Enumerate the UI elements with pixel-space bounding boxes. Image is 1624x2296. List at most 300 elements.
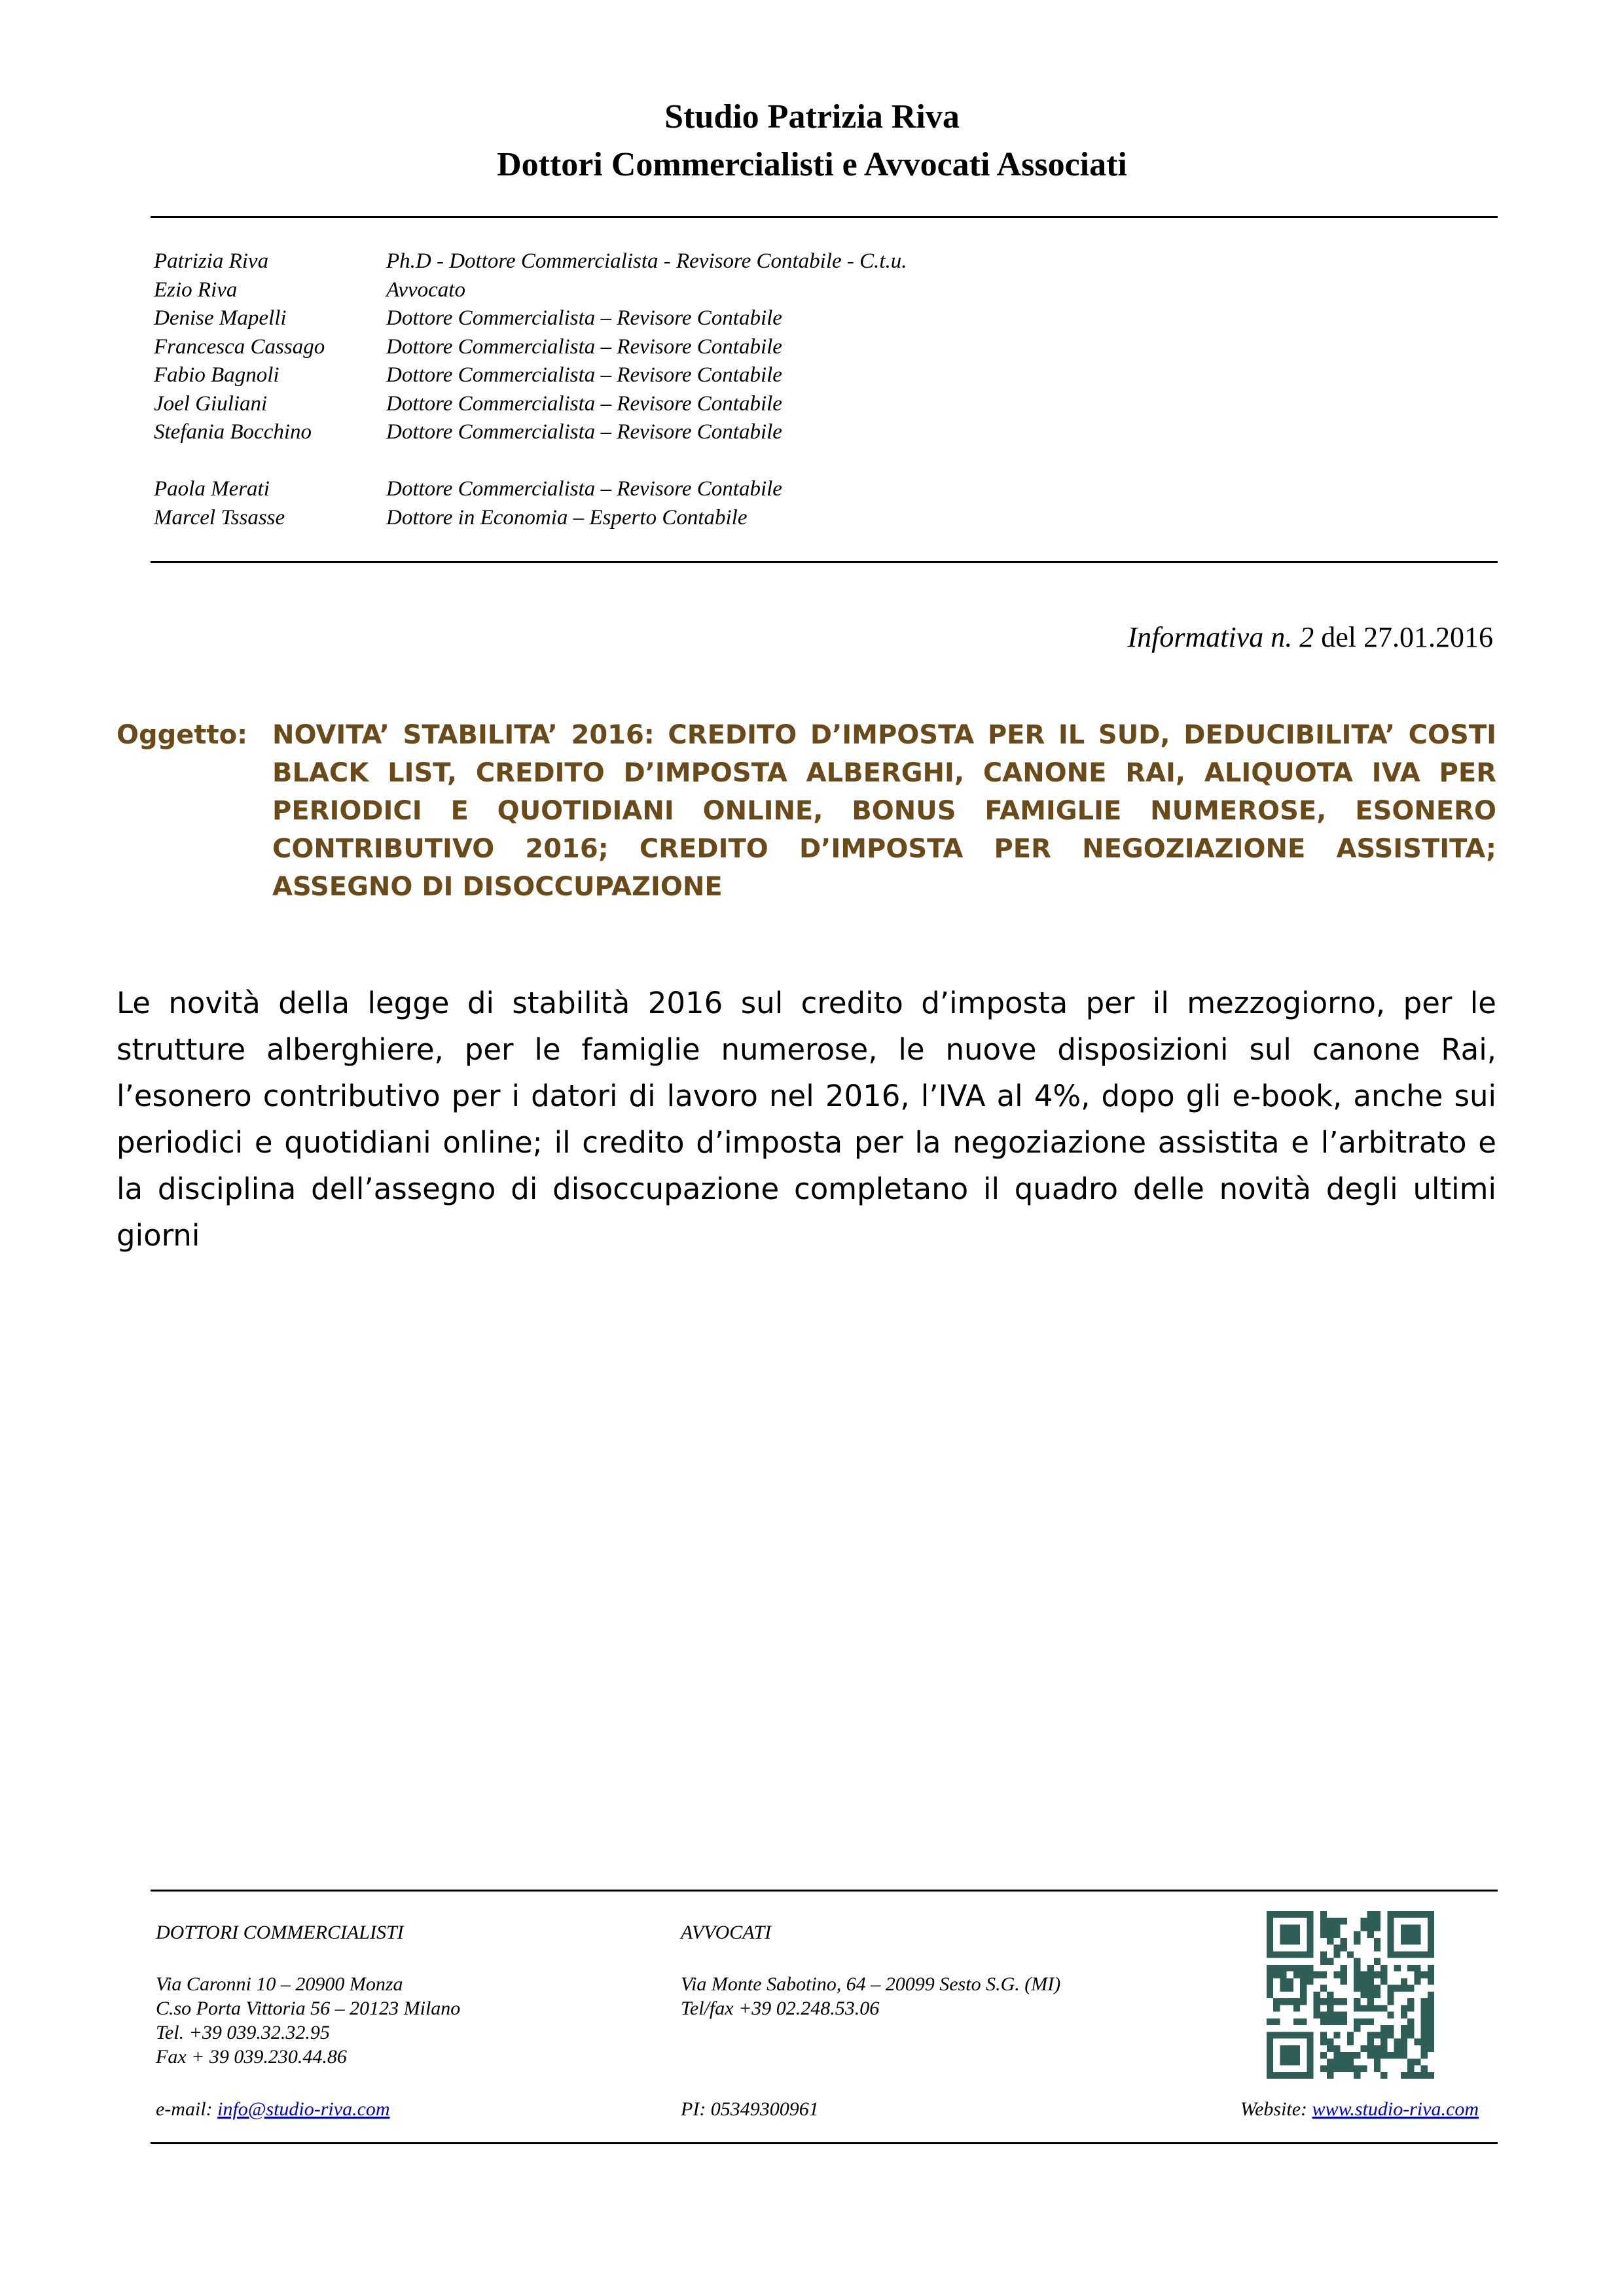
- qr-module: [1414, 2039, 1420, 2045]
- staff-divider: [151, 561, 1498, 563]
- qr-module: [1280, 1985, 1286, 1992]
- qr-module: [1280, 1971, 1286, 1978]
- qr-module: [1307, 1924, 1313, 1931]
- qr-module: [1300, 2032, 1307, 2038]
- qr-module: [1333, 2032, 1340, 2038]
- qr-module: [1428, 1998, 1434, 2005]
- qr-module: [1341, 2018, 1347, 2025]
- qr-module: [1307, 1931, 1313, 1938]
- footer-address-line: Via Monte Sabotino, 64 – 20099 Sesto S.G. (MI): [681, 1973, 1061, 1995]
- qr-module: [1421, 2005, 1428, 2011]
- qr-module: [1414, 1965, 1420, 1971]
- qr-module: [1307, 2058, 1313, 2065]
- qr-module: [1280, 1931, 1286, 1938]
- qr-module: [1307, 1918, 1313, 1924]
- staff-role: Dottore in Economia – Esperto Contabile: [386, 505, 748, 529]
- subject-label: Oggetto:: [117, 720, 248, 750]
- qr-module: [1267, 2032, 1273, 2038]
- qr-module: [1374, 2058, 1380, 2065]
- body-paragraph: Le novità della legge di stabilità 2016 sul credito d’imposta per il mezzogiorno, per le strutture alberghiere, per le famiglie numerose, le nuove disposizioni sul canone Rai, l’esonero contributivo per i datori di lavoro nel 2016, l’IVA al 4%, dopo gli e-book, anche sui periodici e quotidiani online; il credito d’imposta per la negoziazione assistita e l’arbitrato e la disciplina dell’assegno di disoccupazione completano il quadro delle novità degli ultimi giorni: [117, 986, 1496, 1253]
- qr-module: [1367, 1924, 1374, 1931]
- qr-module: [1407, 1938, 1414, 1945]
- qr-module: [1354, 1958, 1360, 1965]
- qr-module: [1374, 1911, 1380, 1918]
- qr-module: [1407, 2018, 1414, 2025]
- qr-module: [1287, 2045, 1293, 2052]
- qr-module: [1300, 1965, 1307, 1971]
- qr-module: [1300, 1978, 1307, 1984]
- qr-module: [1360, 1924, 1367, 1931]
- qr-module: [1273, 1971, 1280, 1978]
- footer-avvocati-title: AVVOCATI: [681, 1922, 772, 1943]
- qr-module: [1293, 2032, 1300, 2038]
- qr-module: [1300, 1992, 1307, 1998]
- qr-module: [1380, 2032, 1387, 2038]
- qr-module: [1367, 2039, 1374, 2045]
- qr-module: [1314, 1998, 1320, 2005]
- qr-module: [1374, 1938, 1380, 1945]
- qr-module: [1267, 1945, 1273, 1951]
- staff-name: Patrizia Riva: [154, 249, 269, 273]
- staff-name: Joel Giuliani: [154, 391, 268, 416]
- qr-module: [1367, 2045, 1374, 2052]
- qr-module: [1287, 1924, 1293, 1931]
- qr-module: [1320, 2066, 1327, 2072]
- qr-module: [1333, 1924, 1340, 1931]
- staff-row: [154, 418, 907, 447]
- qr-module: [1333, 2045, 1340, 2052]
- qr-module: [1341, 1965, 1347, 1971]
- qr-module: [1293, 1951, 1300, 1958]
- footer-email-link[interactable]: info@studio-riva.com: [217, 2098, 390, 2120]
- qr-module: [1300, 1985, 1307, 1992]
- qr-module: [1267, 1985, 1273, 1992]
- qr-module: [1293, 2052, 1300, 2058]
- qr-module: [1287, 2052, 1293, 2058]
- qr-module: [1360, 2018, 1367, 2025]
- qr-module: [1300, 1911, 1307, 1918]
- footer-avvocati-address: [681, 1972, 1060, 2020]
- qr-module: [1414, 1978, 1420, 1984]
- qr-module: [1280, 1965, 1286, 1971]
- qr-module: [1287, 1951, 1293, 1958]
- qr-module: [1374, 1985, 1380, 1992]
- qr-module: [1421, 1911, 1428, 1918]
- staff-row: [154, 333, 907, 362]
- qr-module: [1428, 1931, 1434, 1938]
- footer-commercialisti-address: [156, 1972, 460, 2069]
- qr-module: [1354, 2018, 1360, 2025]
- qr-module: [1374, 1945, 1380, 1951]
- qr-module: [1333, 1918, 1340, 1924]
- qr-module: [1367, 2018, 1374, 2025]
- qr-module: [1374, 1992, 1380, 1998]
- qr-module: [1341, 2066, 1347, 2072]
- qr-module: [1360, 2045, 1367, 2052]
- qr-module: [1347, 2058, 1354, 2065]
- staff-row: [154, 504, 907, 533]
- qr-module: [1367, 1931, 1374, 1938]
- qr-module: [1327, 2039, 1333, 2045]
- qr-module: [1327, 2072, 1333, 2079]
- qr-module: [1387, 2052, 1394, 2058]
- qr-module: [1421, 1971, 1428, 1978]
- qr-module: [1374, 2066, 1380, 2072]
- qr-module: [1347, 2052, 1354, 2058]
- qr-module: [1347, 2032, 1354, 2038]
- qr-module: [1293, 1911, 1300, 1918]
- qr-module: [1320, 1951, 1327, 1958]
- qr-module: [1367, 2032, 1374, 2038]
- qr-module: [1327, 2018, 1333, 2025]
- qr-module: [1401, 1951, 1407, 1958]
- qr-module: [1374, 1918, 1380, 1924]
- qr-module: [1287, 1938, 1293, 1945]
- qr-module: [1360, 2066, 1367, 2072]
- footer-website-line: [1240, 2097, 1479, 2121]
- qr-module: [1360, 1985, 1367, 1992]
- qr-module: [1380, 2052, 1387, 2058]
- qr-module: [1307, 2032, 1313, 2038]
- qr-module: [1407, 1931, 1414, 1938]
- qr-module: [1293, 1965, 1300, 1971]
- qr-module: [1327, 2066, 1333, 2072]
- qr-module: [1300, 1998, 1307, 2005]
- qr-module: [1421, 2012, 1428, 2018]
- qr-module: [1293, 2058, 1300, 2065]
- qr-module: [1347, 2039, 1354, 2045]
- qr-module: [1267, 1918, 1273, 1924]
- qr-module: [1333, 1945, 1340, 1951]
- staff-row: [154, 390, 907, 419]
- qr-module: [1394, 1985, 1401, 1992]
- qr-module: [1307, 2066, 1313, 2072]
- qr-module: [1333, 1971, 1340, 1978]
- qr-module: [1293, 1998, 1300, 2005]
- informativa-date: del 27.01.2016: [1321, 621, 1493, 653]
- qr-module: [1333, 2066, 1340, 2072]
- qr-module: [1267, 2058, 1273, 2065]
- qr-module: [1360, 1978, 1367, 1984]
- qr-module: [1314, 1971, 1320, 1978]
- qr-module: [1354, 1965, 1360, 1971]
- qr-module: [1414, 1971, 1420, 1978]
- qr-module: [1327, 2012, 1333, 2018]
- qr-module: [1341, 2012, 1347, 2018]
- staff-role: Dottore Commercialista – Revisore Contabile: [386, 334, 782, 359]
- qr-module: [1307, 2045, 1313, 2052]
- qr-module: [1387, 1931, 1394, 1938]
- qr-module: [1320, 1924, 1327, 1931]
- qr-module: [1387, 1992, 1394, 1998]
- qr-module: [1327, 1931, 1333, 1938]
- footer-phone: Tel. +39 039.32.32.95: [156, 2022, 330, 2043]
- qr-module: [1320, 1958, 1327, 1965]
- qr-module: [1354, 2066, 1360, 2072]
- qr-module: [1300, 2072, 1307, 2079]
- qr-module: [1401, 1978, 1407, 1984]
- qr-module: [1428, 2012, 1434, 2018]
- qr-module: [1354, 1985, 1360, 1992]
- qr-module: [1341, 1938, 1347, 1945]
- qr-module: [1387, 2032, 1394, 2038]
- qr-module: [1333, 2052, 1340, 2058]
- staff-role: Ph.D - Dottore Commercialista - Revisore Contabile - C.t.u.: [386, 249, 907, 273]
- qr-module: [1320, 1931, 1327, 1938]
- informativa-number: Informativa n. 2: [1127, 621, 1314, 653]
- qr-module: [1380, 1978, 1387, 1984]
- qr-module: [1421, 2025, 1428, 2032]
- qr-module: [1354, 2025, 1360, 2032]
- staff-role: Dottore Commercialista – Revisore Contabile: [386, 391, 782, 416]
- qr-module: [1428, 1971, 1434, 1978]
- footer-commercialisti-title: DOTTORI COMMERCIALISTI: [156, 1922, 404, 1943]
- qr-module: [1267, 1978, 1273, 1984]
- qr-module: [1320, 1998, 1327, 2005]
- qr-module: [1280, 1998, 1286, 2005]
- qr-module: [1280, 1951, 1286, 1958]
- qr-module: [1394, 2045, 1401, 2052]
- qr-module: [1354, 1971, 1360, 1978]
- qr-module: [1414, 1931, 1420, 1938]
- qr-module: [1387, 2012, 1394, 2018]
- qr-module: [1333, 1998, 1340, 2005]
- qr-module: [1380, 1971, 1387, 1978]
- qr-module: [1280, 1938, 1286, 1945]
- qr-module: [1320, 2039, 1327, 2045]
- qr-module: [1327, 1958, 1333, 1965]
- qr-module: [1287, 2072, 1293, 2079]
- footer-divider-bottom: [151, 2142, 1498, 2144]
- staff-name: Stefania Bocchino: [154, 420, 312, 444]
- qr-module: [1333, 2012, 1340, 2018]
- qr-module: [1327, 2005, 1333, 2011]
- qr-module: [1267, 1938, 1273, 1945]
- footer-telfax: Tel/fax +39 02.248.53.06: [681, 1998, 880, 2019]
- qr-code-graphic: [1267, 1911, 1434, 2079]
- footer-website-label: Website:: [1240, 2098, 1308, 2120]
- qr-module: [1428, 1938, 1434, 1945]
- qr-module: [1428, 1978, 1434, 1984]
- qr-module: [1367, 1911, 1374, 1918]
- qr-module: [1327, 2045, 1333, 2052]
- qr-module: [1347, 2066, 1354, 2072]
- qr-module: [1394, 1911, 1401, 1918]
- qr-module: [1374, 2032, 1380, 2038]
- footer-address-line: C.so Porta Vittoria 56 – 20123 Milano: [156, 1998, 461, 2019]
- qr-module: [1414, 2058, 1420, 2065]
- qr-module: [1300, 1971, 1307, 1978]
- qr-module: [1387, 1945, 1394, 1951]
- qr-module: [1401, 2025, 1407, 2032]
- qr-module: [1327, 1992, 1333, 1998]
- qr-module: [1333, 1931, 1340, 1938]
- qr-module: [1333, 2018, 1340, 2025]
- qr-module: [1401, 1985, 1407, 1992]
- qr-module: [1307, 1945, 1313, 1951]
- qr-module: [1293, 1938, 1300, 1945]
- footer-pi: PI: 05349300961: [681, 2098, 819, 2120]
- subject-text: NOVITA’ STABILITA’ 2016: CREDITO D’IMPOSTA PER IL SUD, DEDUCIBILITA’ COSTI BLACK LIST, CREDITO D’IMPOSTA ALBERGHI, CANONE RAI, ALIQUOTA IVA PER PERIODICI E QUOTIDIANI ONLINE, BONUS FAMIGLIE NUMEROSE, ESONERO CONTRIBUTIVO 2016; CREDITO D’IMPOSTA PER NEGOZIAZIONE ASSISTITA; ASSEGNO DI DISOCCUPAZIONE: [272, 720, 1496, 902]
- qr-module: [1287, 1998, 1293, 2005]
- qr-module: [1401, 1938, 1407, 1945]
- qr-module: [1387, 1985, 1394, 1992]
- qr-module: [1380, 2072, 1387, 2079]
- qr-module: [1374, 1924, 1380, 1931]
- qr-module: [1327, 2058, 1333, 2065]
- qr-module: [1374, 2052, 1380, 2058]
- qr-module: [1387, 1998, 1394, 2005]
- qr-module: [1367, 1965, 1374, 1971]
- qr-module: [1341, 1945, 1347, 1951]
- qr-module: [1387, 1911, 1394, 1918]
- footer-email-label: e-mail:: [156, 2098, 213, 2120]
- qr-module: [1267, 2018, 1273, 2025]
- qr-module: [1327, 1938, 1333, 1945]
- qr-module: [1407, 2058, 1414, 2065]
- qr-module: [1320, 1911, 1327, 1918]
- staff-row: [154, 361, 907, 390]
- qr-module: [1380, 2025, 1387, 2032]
- qr-module: [1354, 1931, 1360, 1938]
- qr-module: [1428, 1924, 1434, 1931]
- qr-module: [1327, 1998, 1333, 2005]
- qr-module: [1267, 1971, 1273, 1978]
- qr-module: [1267, 1992, 1273, 1998]
- qr-module: [1354, 1938, 1360, 1945]
- qr-module: [1293, 2018, 1300, 2025]
- qr-module: [1354, 1998, 1360, 2005]
- qr-module: [1293, 1924, 1300, 1931]
- qr-module: [1293, 1971, 1300, 1978]
- qr-module: [1367, 1978, 1374, 1984]
- qr-module: [1307, 1971, 1313, 1978]
- qr-module: [1307, 1978, 1313, 1984]
- qr-module: [1387, 1951, 1394, 1958]
- qr-module: [1407, 1985, 1414, 1992]
- qr-module: [1387, 1918, 1394, 1924]
- qr-module: [1354, 2052, 1360, 2058]
- qr-module: [1354, 2072, 1360, 2079]
- qr-module: [1428, 2072, 1434, 2079]
- staff-name: Ezio Riva: [154, 278, 238, 302]
- qr-module: [1273, 2005, 1280, 2011]
- qr-module: [1314, 2005, 1320, 2011]
- qr-module: [1387, 2025, 1394, 2032]
- qr-module: [1401, 1924, 1407, 1931]
- qr-module: [1273, 2072, 1280, 2079]
- qr-module: [1394, 1951, 1401, 1958]
- qr-module: [1407, 1965, 1414, 1971]
- qr-module: [1287, 1985, 1293, 1992]
- qr-module: [1320, 2018, 1327, 2025]
- qr-module: [1280, 1911, 1286, 1918]
- qr-module: [1341, 2052, 1347, 2058]
- qr-module: [1421, 2072, 1428, 2079]
- qr-module: [1307, 1938, 1313, 1945]
- qr-module: [1367, 2052, 1374, 2058]
- qr-module: [1387, 1938, 1394, 1945]
- qr-module: [1401, 1911, 1407, 1918]
- qr-module: [1267, 1924, 1273, 1931]
- footer-website-link[interactable]: www.studio-riva.com: [1312, 2098, 1479, 2120]
- firm-name: Studio Patrizia Riva: [664, 98, 960, 135]
- qr-module: [1333, 1951, 1340, 1958]
- qr-module: [1267, 1911, 1273, 1918]
- qr-module: [1280, 1978, 1286, 1984]
- qr-code-icon: [1267, 1911, 1434, 2079]
- qr-module: [1380, 2005, 1387, 2011]
- qr-module: [1307, 1911, 1313, 1918]
- qr-module: [1401, 2072, 1407, 2079]
- qr-module: [1367, 1918, 1374, 1924]
- qr-module: [1421, 1998, 1428, 2005]
- footer-divider-top: [151, 1890, 1498, 1892]
- qr-module: [1428, 1945, 1434, 1951]
- qr-module: [1401, 1931, 1407, 1938]
- qr-module: [1367, 1971, 1374, 1978]
- footer-fax: Fax + 39 039.230.44.86: [156, 2046, 347, 2068]
- qr-module: [1280, 2072, 1286, 2079]
- qr-module: [1287, 2058, 1293, 2065]
- qr-module: [1360, 1971, 1367, 1978]
- qr-module: [1320, 2052, 1327, 2058]
- qr-module: [1367, 2005, 1374, 2011]
- qr-module: [1401, 2005, 1407, 2011]
- qr-module: [1387, 1924, 1394, 1931]
- qr-module: [1267, 1965, 1273, 1971]
- qr-module: [1401, 2032, 1407, 2038]
- qr-module: [1287, 1931, 1293, 1938]
- qr-module: [1320, 1985, 1327, 1992]
- qr-module: [1394, 2039, 1401, 2045]
- qr-module: [1327, 1924, 1333, 1931]
- qr-module: [1341, 1998, 1347, 2005]
- qr-module: [1428, 2005, 1434, 2011]
- qr-module: [1267, 2066, 1273, 2072]
- qr-module: [1428, 2045, 1434, 2052]
- qr-module: [1267, 2072, 1273, 2079]
- staff-row: [154, 276, 907, 305]
- qr-module: [1267, 1931, 1273, 1938]
- staff-role: Dottore Commercialista – Revisore Contabile: [386, 420, 782, 444]
- qr-module: [1320, 2032, 1327, 2038]
- qr-module: [1367, 1985, 1374, 1992]
- qr-module: [1293, 1931, 1300, 1938]
- qr-module: [1414, 1951, 1420, 1958]
- qr-module: [1421, 2032, 1428, 2038]
- qr-module: [1407, 1911, 1414, 1918]
- staff-name: Marcel Tssasse: [154, 505, 285, 529]
- qr-module: [1380, 2045, 1387, 2052]
- qr-module: [1300, 1951, 1307, 1958]
- qr-module: [1360, 1992, 1367, 1998]
- qr-module: [1421, 1951, 1428, 1958]
- qr-module: [1407, 2072, 1414, 2079]
- firm-subtitle: Dottori Commercialisti e Avvocati Associati: [497, 146, 1127, 183]
- qr-module: [1273, 1951, 1280, 1958]
- qr-module: [1428, 1965, 1434, 1971]
- qr-module: [1341, 1918, 1347, 1924]
- qr-module: [1367, 1992, 1374, 1998]
- qr-module: [1293, 2045, 1300, 2052]
- staff-name: Francesca Cassago: [154, 334, 325, 359]
- qr-module: [1374, 1958, 1380, 1965]
- qr-module: [1421, 2045, 1428, 2052]
- qr-module: [1407, 2025, 1414, 2032]
- staff-row: [154, 247, 907, 276]
- qr-module: [1293, 2005, 1300, 2011]
